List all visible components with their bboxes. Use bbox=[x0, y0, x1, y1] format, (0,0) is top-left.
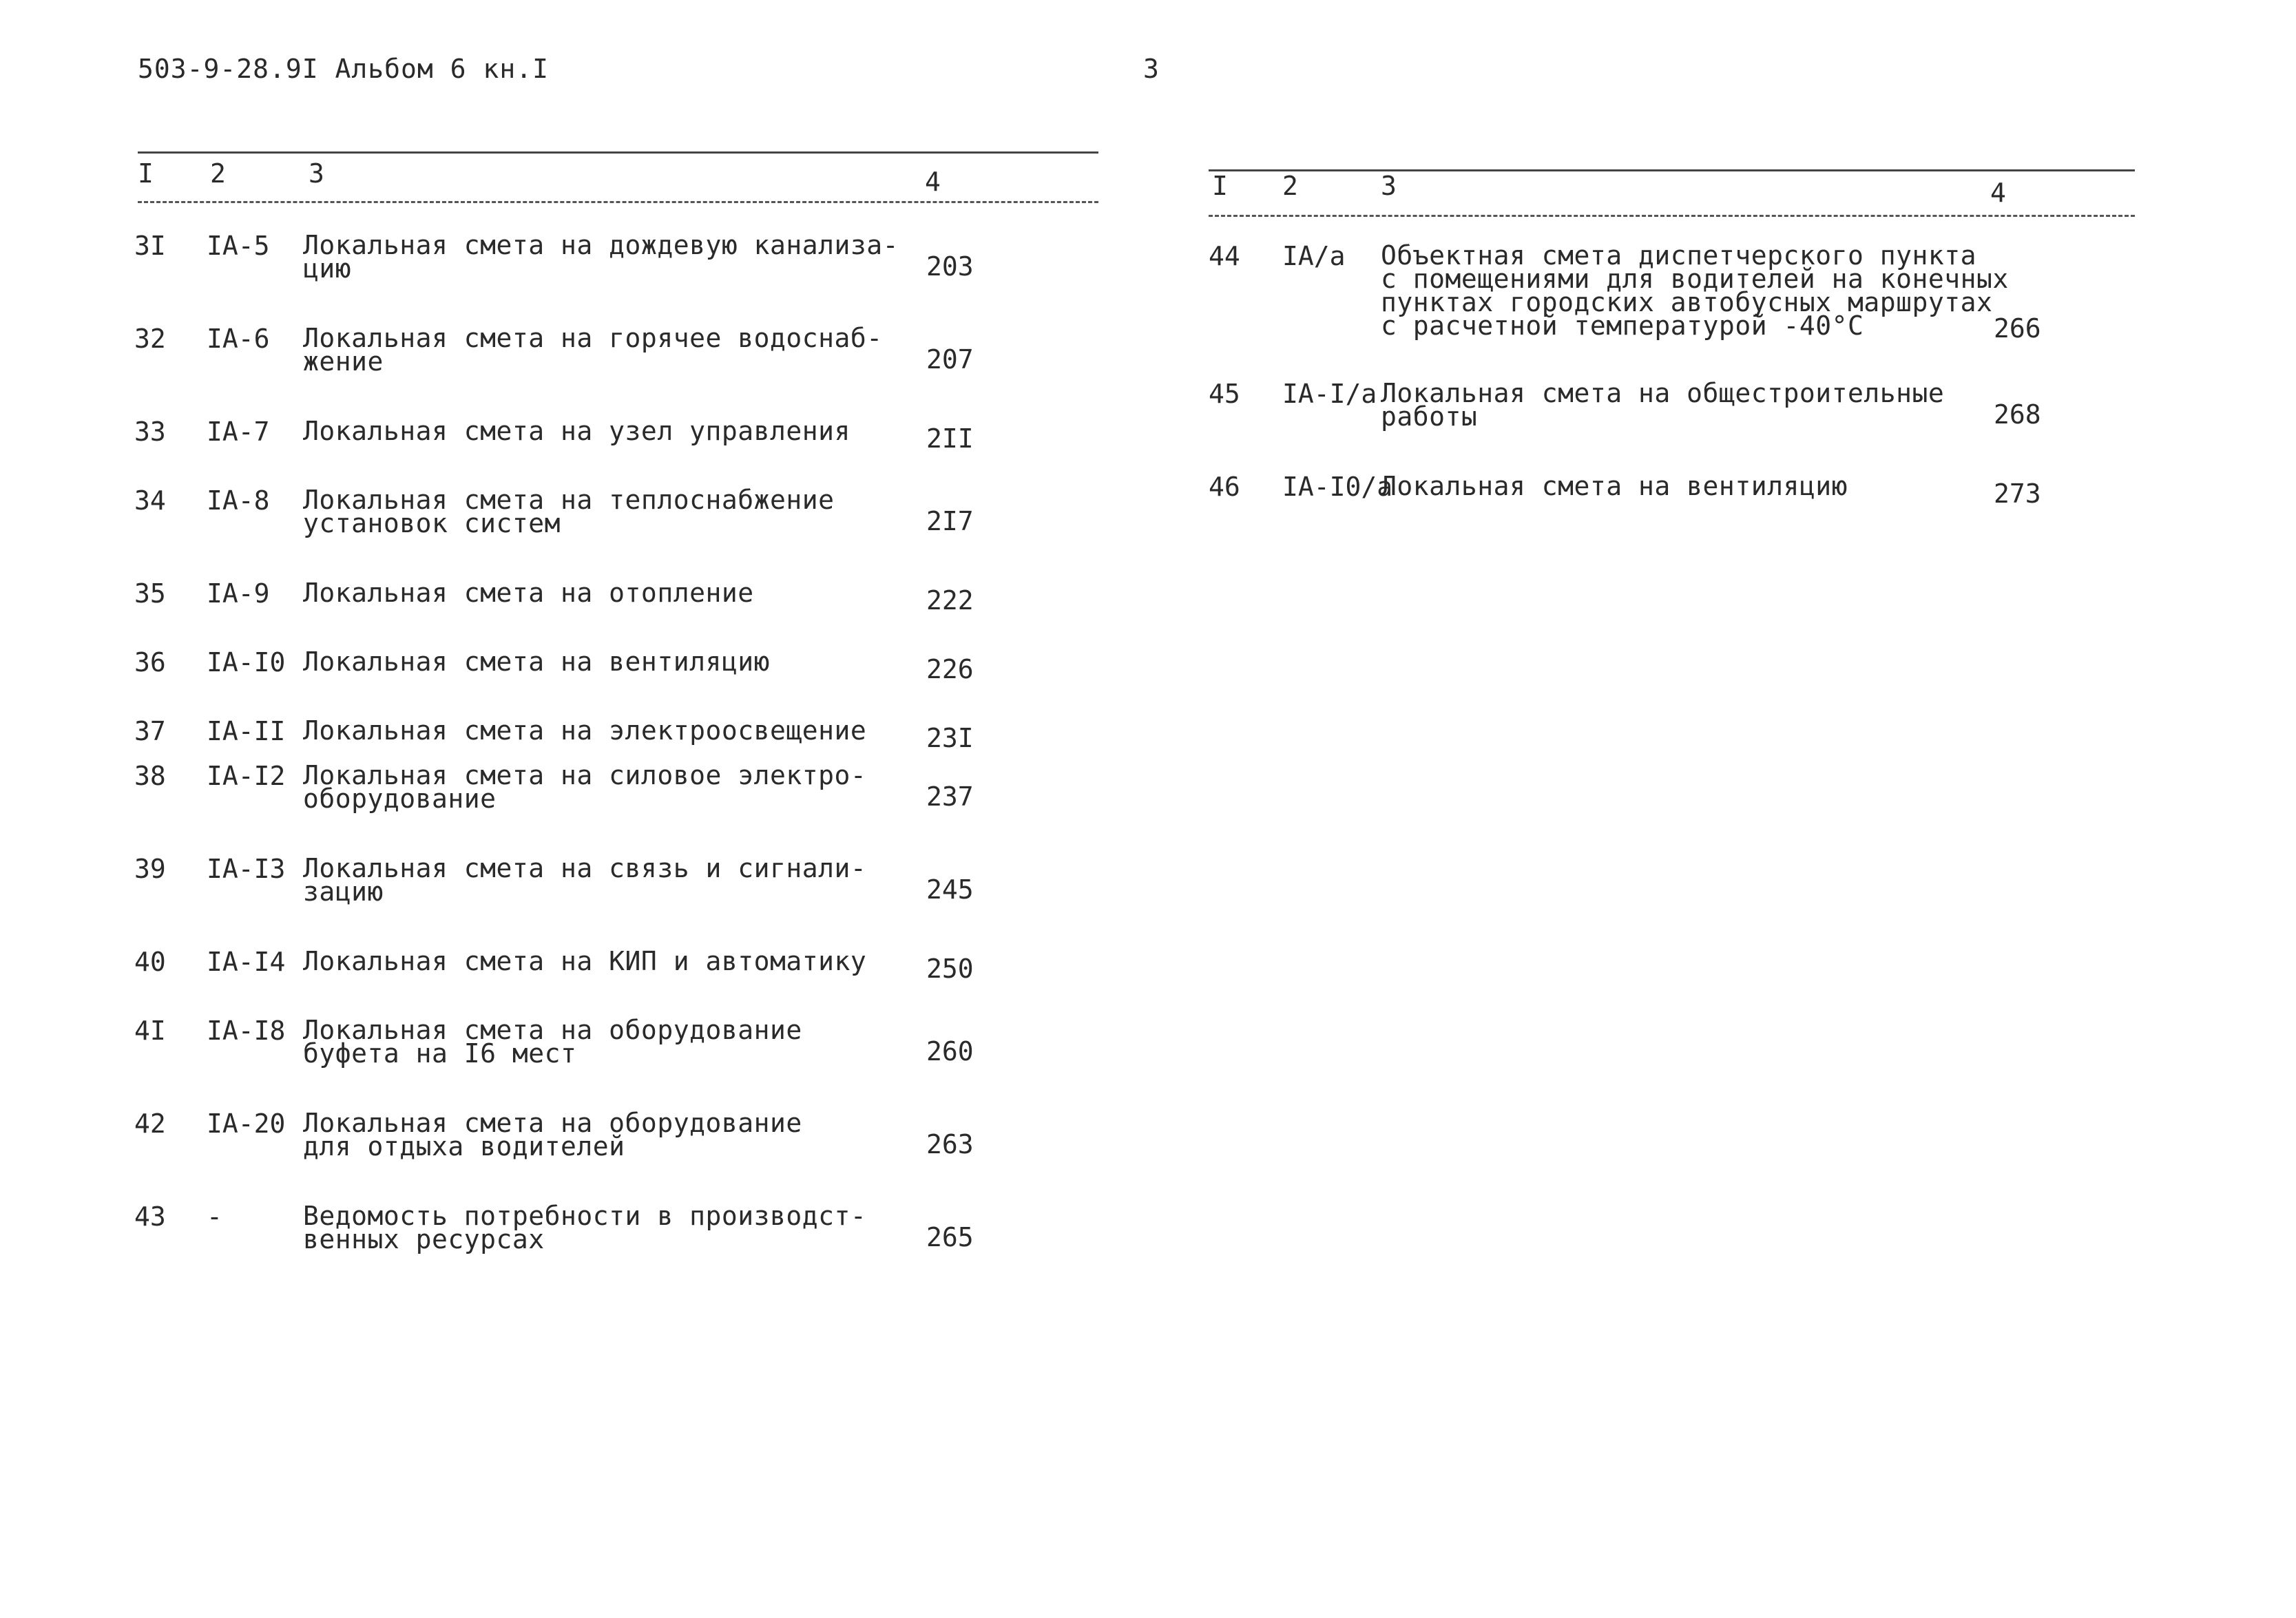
column-header-4: 4 bbox=[1990, 178, 2006, 208]
description-line: венных ресурсах bbox=[303, 1224, 545, 1254]
row-number: 40 bbox=[134, 947, 166, 977]
description-line: с расчетной температурой -40°С bbox=[1381, 311, 1864, 341]
row-page: 203 bbox=[926, 251, 974, 282]
row-code: IA-8 bbox=[207, 485, 270, 516]
row-code: IA-I8 bbox=[207, 1016, 286, 1046]
description-line: с помещениями для водителей на конечных bbox=[1381, 264, 2009, 294]
row-code: IA-I4 bbox=[207, 947, 286, 977]
row-code: - bbox=[207, 1201, 222, 1232]
row-description bbox=[303, 1201, 867, 1254]
description-line: работы bbox=[1381, 401, 1478, 432]
column-header-2: 2 bbox=[1282, 171, 1298, 201]
document-code: 503-9-28.9I Альбом 6 кн.I bbox=[138, 54, 549, 84]
row-description bbox=[303, 1015, 802, 1069]
row-page: 268 bbox=[1994, 399, 2041, 430]
row-page: 2II bbox=[926, 423, 974, 454]
row-number: 46 bbox=[1209, 472, 1240, 502]
row-code: IA-6 bbox=[207, 324, 270, 354]
row-page: 23I bbox=[926, 723, 974, 753]
description-line: буфета на I6 мест bbox=[303, 1038, 577, 1069]
row-number: 34 bbox=[134, 485, 166, 516]
row-code: IA-9 bbox=[207, 578, 270, 609]
description-line: жение bbox=[303, 346, 384, 377]
row-page: 222 bbox=[926, 585, 974, 616]
description-line: Локальная смета на силовое электро- bbox=[303, 760, 867, 790]
row-page: 2I7 bbox=[926, 506, 974, 536]
row-number: 35 bbox=[134, 578, 166, 609]
description-line: Локальная смета на связь и сигнали- bbox=[303, 853, 867, 883]
table-header-rule bbox=[1209, 215, 2135, 217]
description-line: Локальная смета на теплоснабжение bbox=[303, 485, 835, 515]
column-header-2: 2 bbox=[210, 158, 226, 189]
row-description bbox=[303, 416, 850, 446]
description-line: Локальная смета на электроосвещение bbox=[303, 715, 867, 746]
row-description bbox=[1381, 378, 1945, 432]
row-code: IA/a bbox=[1282, 241, 1346, 271]
description-line: Локальная смета на узел управления bbox=[303, 416, 850, 446]
table-top-rule bbox=[138, 151, 1098, 154]
description-line: Локальная смета на горячее водоснаб- bbox=[303, 323, 883, 353]
row-number: 39 bbox=[134, 854, 166, 884]
row-number: 33 bbox=[134, 417, 166, 447]
row-description bbox=[303, 946, 867, 976]
row-number: 43 bbox=[134, 1201, 166, 1232]
row-page: 207 bbox=[926, 344, 974, 375]
row-code: IA-I2 bbox=[207, 761, 286, 791]
row-description bbox=[1381, 240, 2009, 341]
column-header-3: 3 bbox=[309, 158, 324, 189]
column-header-1: I bbox=[1212, 171, 1228, 201]
row-page: 245 bbox=[926, 874, 974, 905]
description-line: Локальная смета на общестроительные bbox=[1381, 378, 1945, 408]
description-line: Локальная смета на оборудование bbox=[303, 1108, 802, 1138]
description-line: Объектная смета диспетчерского пункта bbox=[1381, 240, 1976, 271]
row-number: 44 bbox=[1209, 241, 1240, 271]
row-page: 265 bbox=[926, 1222, 974, 1252]
row-description bbox=[303, 853, 867, 907]
row-page: 273 bbox=[1994, 479, 2041, 509]
description-line: Локальная смета на отопление bbox=[303, 578, 754, 608]
row-description bbox=[303, 230, 899, 284]
row-number: 3I bbox=[134, 231, 166, 261]
row-code: IA-I/a bbox=[1282, 379, 1377, 409]
description-line: установок систем bbox=[303, 508, 561, 538]
row-code: IA-I0/a bbox=[1282, 472, 1393, 502]
description-line: Локальная смета на вентиляцию bbox=[303, 647, 770, 677]
row-description bbox=[1381, 471, 1848, 501]
description-line: цию bbox=[303, 253, 352, 284]
table-top-rule bbox=[1209, 169, 2135, 171]
row-code: IA-7 bbox=[207, 417, 270, 447]
description-line: Локальная смета на вентиляцию bbox=[1381, 471, 1848, 501]
row-code: IA-5 bbox=[207, 231, 270, 261]
row-page: 226 bbox=[926, 654, 974, 684]
column-header-4: 4 bbox=[925, 167, 941, 197]
row-number: 38 bbox=[134, 761, 166, 791]
row-number: 32 bbox=[134, 324, 166, 354]
row-description bbox=[303, 647, 770, 677]
row-description bbox=[303, 578, 754, 608]
row-number: 42 bbox=[134, 1109, 166, 1139]
column-header-3: 3 bbox=[1381, 171, 1397, 201]
description-line: Локальная смета на КИП и автоматику bbox=[303, 946, 867, 976]
row-description bbox=[303, 760, 867, 814]
description-line: Локальная смета на оборудование bbox=[303, 1015, 802, 1045]
row-code: IA-20 bbox=[207, 1109, 286, 1139]
row-page: 266 bbox=[1994, 313, 2041, 344]
row-code: IA-I3 bbox=[207, 854, 286, 884]
description-line: Ведомость потребности в производст- bbox=[303, 1201, 867, 1231]
row-description bbox=[303, 485, 835, 538]
row-number: 37 bbox=[134, 716, 166, 746]
description-line: зацию bbox=[303, 876, 384, 907]
row-page: 237 bbox=[926, 781, 974, 812]
row-description bbox=[303, 1108, 802, 1162]
table-header-rule bbox=[138, 201, 1098, 203]
description-line: для отдыха водителей bbox=[303, 1131, 625, 1162]
row-page: 250 bbox=[926, 954, 974, 984]
row-page: 260 bbox=[926, 1036, 974, 1067]
row-number: 36 bbox=[134, 647, 166, 677]
page-number: 3 bbox=[1143, 54, 1159, 84]
description-line: пунктах городских автобусных маршрутах bbox=[1381, 287, 1993, 317]
column-header-1: I bbox=[138, 158, 154, 189]
description-line: оборудование bbox=[303, 784, 497, 814]
row-number: 4I bbox=[134, 1016, 166, 1046]
row-page: 263 bbox=[926, 1129, 974, 1159]
row-description bbox=[303, 715, 867, 746]
row-description bbox=[303, 323, 883, 377]
row-number: 45 bbox=[1209, 379, 1240, 409]
description-line: Локальная смета на дождевую канализа- bbox=[303, 230, 899, 260]
row-code: IA-II bbox=[207, 716, 286, 746]
row-code: IA-I0 bbox=[207, 647, 286, 677]
